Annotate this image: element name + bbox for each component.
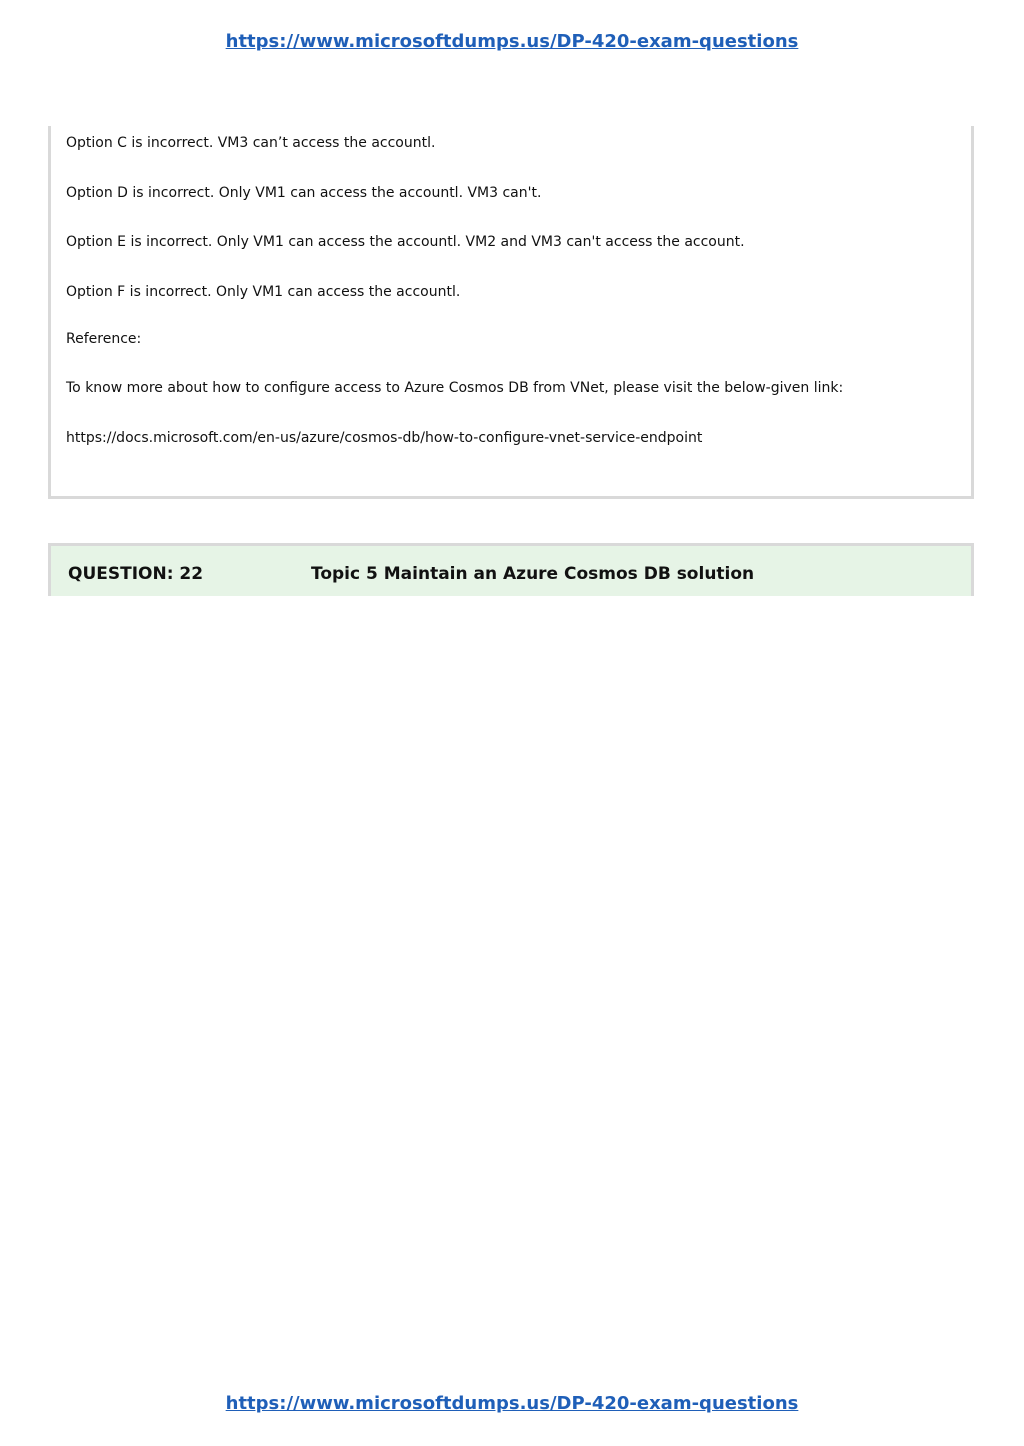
option-e-explanation: Option E is incorrect. Only VM1 can access the accountl. VM2 and VM3 can't access the account.	[66, 234, 745, 250]
reference-heading: Reference:	[66, 331, 142, 347]
reference-url[interactable]: https://docs.microsoft.com/en-us/azure/cosmos-db/how-to-configure-vnet-service-endpoint	[66, 430, 703, 446]
answer-explanation-box	[48, 126, 974, 499]
option-f-explanation: Option F is incorrect. Only VM1 can access the accountl.	[66, 284, 461, 300]
footer-exam-link[interactable]: https://www.microsoftdumps.us/DP-420-exam-questions	[225, 1393, 799, 1414]
option-d-explanation: Option D is incorrect. Only VM1 can access the accountl. VM3 can't.	[66, 185, 542, 201]
header-exam-link[interactable]: https://www.microsoftdumps.us/DP-420-exam-questions	[225, 31, 799, 52]
question-number: QUESTION: 22	[68, 564, 204, 584]
question-topic: Topic 5 Maintain an Azure Cosmos DB solution	[311, 564, 755, 584]
option-c-explanation: Option C is incorrect. VM3 can’t access the accountl.	[66, 135, 436, 151]
question-header	[48, 543, 974, 596]
reference-description: To know more about how to configure access to Azure Cosmos DB from VNet, please visit the below-given link:	[66, 380, 844, 396]
